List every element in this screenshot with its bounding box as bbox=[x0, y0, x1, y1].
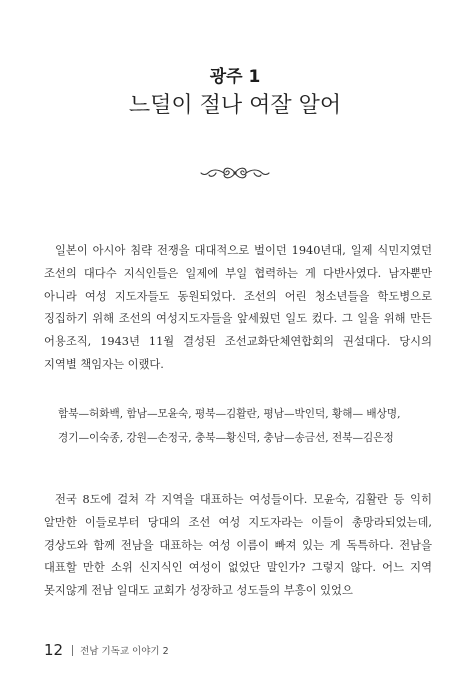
page-footer bbox=[44, 641, 169, 659]
book-title: 전남 기독교 이야기 2 bbox=[80, 646, 169, 657]
flourish-ornament-icon bbox=[198, 163, 272, 183]
page-number: 12 bbox=[44, 641, 64, 659]
footer-divider bbox=[72, 645, 73, 656]
body-paragraph-2: 전국 8도에 걸쳐 각 지역을 대표하는 여성들이다. 모윤숙, 김활란 등 익히 알만한 이들로부터 당대의 조선 여성 지도자라는 이들이 총망라되었는데, 경상도와 함께 전남을 대표하는 여성 이름이 빠져 있는 게 독특하다. 전남을 대표할 만한 소위 신지식인 여성이 없었단 말인가? 그렇지 않다. 어느 지역 못지않게 전남 일대도 교회가 성장하고 성도들의 부흥이 있었으 bbox=[44, 493, 432, 598]
list-item: 경기—이숙종, 강원—손정국, 충북—황신덕, 충남—송금선, 전북—김은정 bbox=[58, 432, 394, 444]
list-item: 함북—허화백, 함남—모윤숙, 평북—김활란, 평남—박인덕, 황해— 배상명, bbox=[58, 408, 401, 420]
chapter-title: 느덜이 절나 여잘 알어 bbox=[128, 93, 342, 118]
body-paragraph-1: 일본이 아시아 침략 전쟁을 대대적으로 벌이던 1940년대, 일제 식민지였던 조선의 대다수 지식인들은 일제에 부일 협력하는 게 다반사였다. 남자뿐만 아니라 여성 지도자들도 동원되었다. 조선의 어린 청소년들을 학도병으로 징집하기 위해 조선의 여성지도자들을 앞세웠던 일도 컸다. 그 일을 위해 만든 어용조직, 1943년 11월 결성된 조선교화단체연합회의 권설대다. 당시의 지역별 책임자는 이랬다. bbox=[44, 244, 432, 371]
regional-leader-list bbox=[58, 402, 438, 450]
chapter-label: 광주 1 bbox=[209, 67, 261, 87]
